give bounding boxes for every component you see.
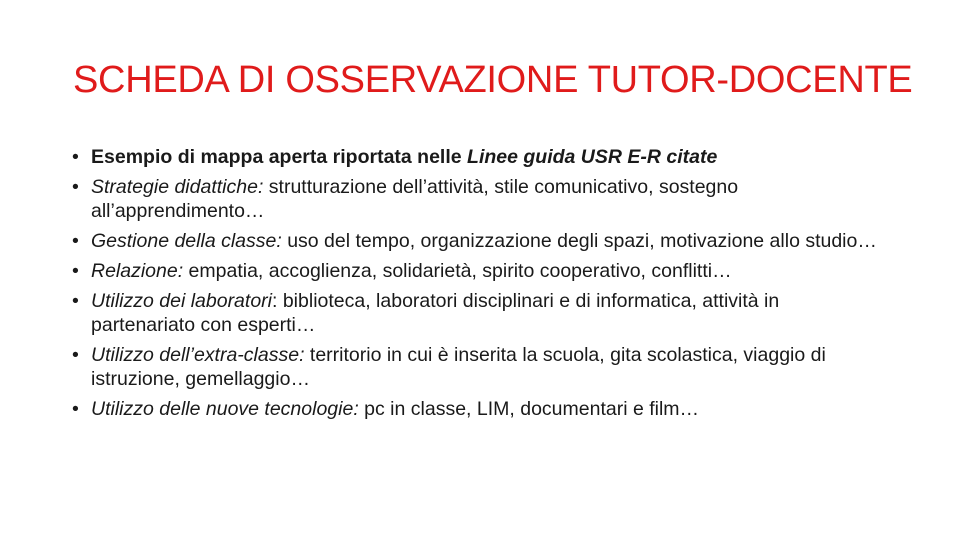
bullet-marker: • [72,344,79,366]
bullet-item [72,289,882,337]
bullet-item [72,259,882,283]
bullet-marker: • [72,146,79,168]
slide-title: SCHEDA DI OSSERVAZIONE TUTOR-DOCENTE [73,59,913,101]
bullet-text: Esempio di mappa aperta riportata nelle [91,146,468,168]
bullet-marker: • [72,176,79,198]
bullet-marker: • [72,290,79,312]
bullet-item [72,175,882,223]
bullet-marker: • [72,260,79,282]
bullet-item [72,397,882,421]
bullet-text: strutturazione dell’attività, stile comunicativo, sostegno all’apprendimento… [91,176,739,222]
bullet-item [72,145,882,169]
bullet-marker: • [72,398,79,420]
bullet-text: empatia, accoglienza, solidarietà, spirito cooperativo, conflitti… [183,260,732,282]
bullet-text: uso del tempo, organizzazione degli spazi, motivazione allo studio… [281,230,877,252]
bullet-text: pc in classe, LIM, documentari e film… [358,398,700,420]
bullet-list [72,145,882,427]
bullet-heading: Utilizzo delle nuove tecnologie: [91,398,359,420]
bullet-text: : biblioteca, laboratori disciplinari e di informatica, attività in partenariato con esperti… [91,290,780,336]
bullet-item [72,229,882,253]
bullet-marker: • [72,230,79,252]
bullet-heading: Strategie didattiche: [91,176,264,198]
bullet-heading: Relazione: [91,260,184,282]
bullet-heading: Utilizzo dei laboratori [91,290,272,312]
bullet-heading: Gestione della classe: [91,230,282,252]
bullet-emphasis: Linee guida USR E-R citate [467,146,718,168]
bullet-heading: Utilizzo dell’extra-classe: [91,344,305,366]
bullet-item [72,343,882,391]
bullet-text: territorio in cui è inserita la scuola, gita scolastica, viaggio di istruzione, gemellaggio… [91,344,826,390]
